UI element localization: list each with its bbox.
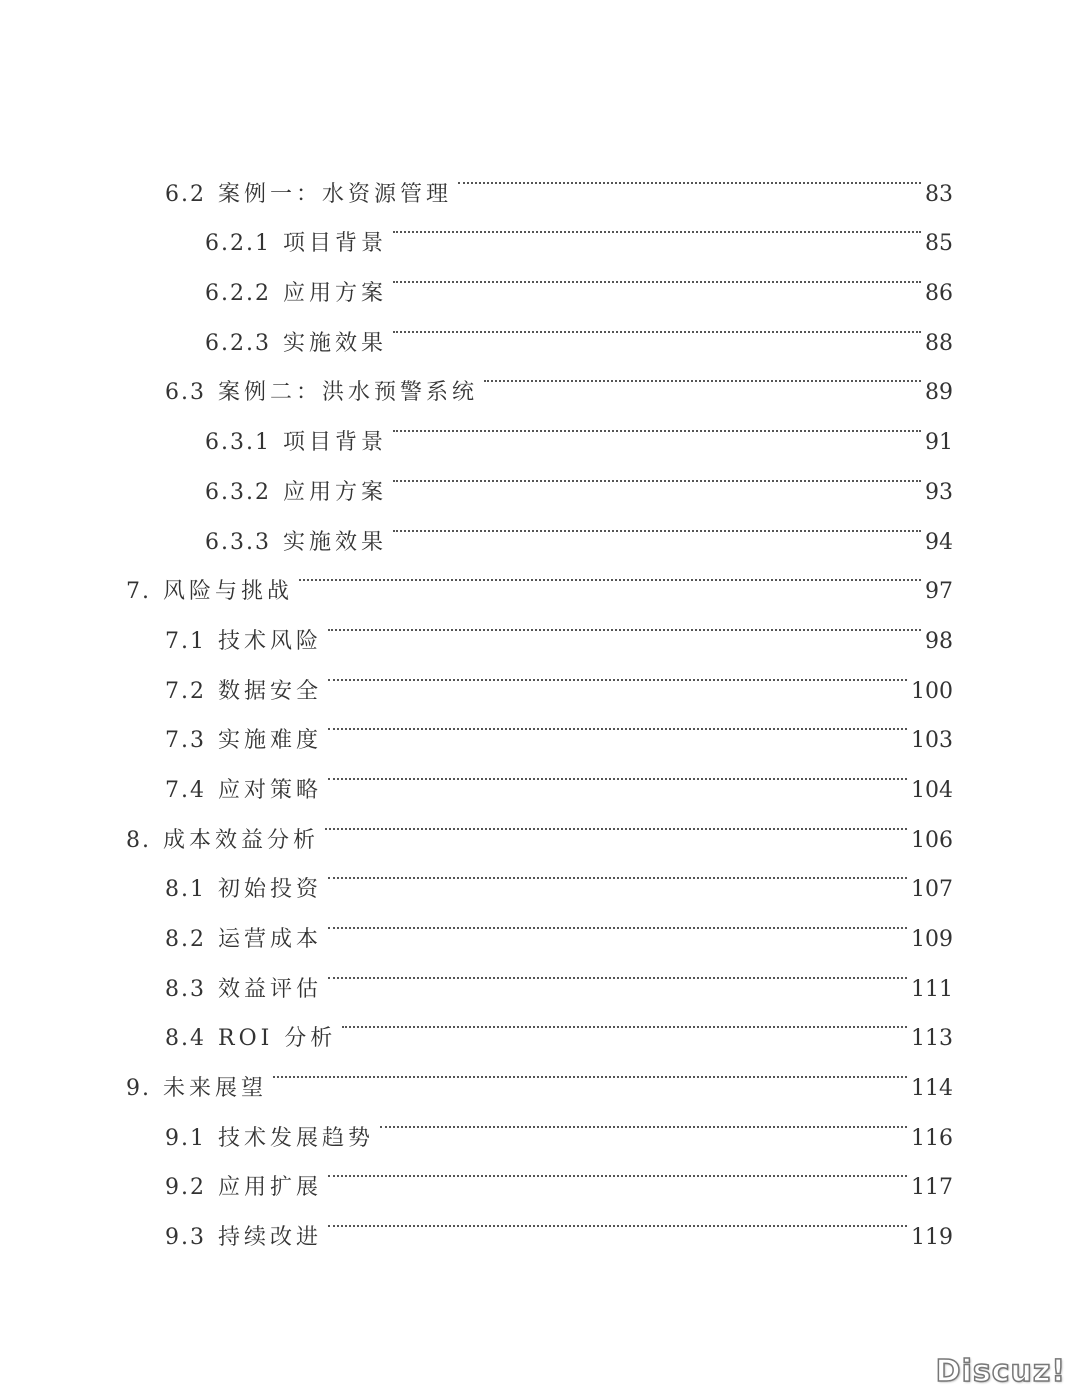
toc-dot-leader — [328, 598, 921, 648]
toc-entry-page: 94 — [925, 529, 953, 555]
toc-entry-number: 7. — [126, 579, 151, 605]
toc-entry[interactable] — [0, 499, 1080, 555]
toc-entry-title: 实施效果 — [282, 529, 387, 555]
toc-entry-title: 应用方案 — [282, 281, 387, 307]
toc-dot-leader — [393, 399, 921, 449]
toc-dot-leader — [393, 250, 921, 300]
toc-dot-leader — [342, 996, 907, 1046]
toc-dot-leader — [328, 698, 907, 748]
toc-entry-number: 9.1 — [165, 1125, 206, 1151]
toc-dot-leader — [328, 648, 907, 698]
toc-dot-leader — [328, 896, 907, 946]
toc-entry-title: 技术风险 — [218, 628, 323, 654]
toc-entry-title: ROI 分析 — [218, 1026, 337, 1052]
toc-entry-number: 7.1 — [165, 628, 206, 654]
toc-dot-leader — [393, 201, 921, 251]
toc-entry-number: 8.3 — [165, 976, 206, 1002]
toc-entry-page: 117 — [911, 1175, 953, 1201]
toc-entry-page: 111 — [911, 976, 953, 1002]
toc-entry-page: 109 — [911, 927, 953, 952]
toc-entry[interactable] — [0, 449, 1080, 505]
toc-entry-number: 8.1 — [165, 877, 206, 903]
toc-dot-leader — [299, 549, 921, 599]
toc-entry[interactable] — [0, 549, 1080, 605]
toc-dot-leader — [393, 499, 921, 549]
toc-entry-number: 9.2 — [165, 1175, 206, 1201]
toc-entry-number: 6.3.1 — [205, 430, 271, 456]
toc-dot-leader — [458, 151, 921, 201]
toc-entry-number: 8.2 — [165, 927, 206, 952]
toc-entry-page: 88 — [925, 330, 953, 356]
toc-dot-leader — [484, 350, 921, 400]
toc-entry-number: 7.2 — [165, 678, 206, 704]
toc-entry-page: 86 — [925, 281, 953, 307]
toc-dot-leader — [328, 946, 907, 996]
toc-dot-leader — [328, 1145, 907, 1195]
toc-entry-title: 数据安全 — [218, 678, 323, 704]
toc-dot-leader — [393, 449, 921, 499]
toc-entry-title: 应用方案 — [282, 479, 387, 505]
toc-entry-page: 107 — [911, 877, 953, 903]
toc-entry-title: 运营成本 — [218, 927, 323, 952]
toc-entry-page: 89 — [925, 380, 953, 406]
toc-entry-number: 7.4 — [165, 777, 206, 803]
toc-entry-number: 6.3 — [165, 380, 206, 406]
toc-entry-title: 技术发展趋势 — [218, 1125, 375, 1151]
toc-entry-title: 案例二：洪水预警系统 — [218, 380, 479, 406]
toc-entry-number: 9.3 — [165, 1225, 206, 1251]
toc-entry-page: 100 — [911, 678, 953, 704]
toc-entry-page: 91 — [925, 430, 953, 456]
table-of-contents — [0, 151, 1080, 1251]
toc-entry-title: 应对策略 — [218, 777, 323, 803]
toc-entry-number: 9. — [126, 1076, 151, 1102]
toc-entry-number: 6.2 — [165, 181, 206, 207]
toc-entry-number: 6.2.1 — [205, 231, 271, 257]
toc-entry-page: 103 — [911, 728, 953, 754]
toc-entry[interactable] — [0, 250, 1080, 307]
toc-entry-page: 83 — [925, 181, 953, 207]
toc-entry-page: 116 — [911, 1125, 953, 1151]
toc-entry-page: 106 — [911, 827, 953, 853]
toc-entry-page: 104 — [911, 777, 953, 803]
toc-entry-page: 119 — [911, 1225, 953, 1251]
toc-entry-title: 项目背景 — [282, 430, 387, 456]
toc-dot-leader — [328, 847, 907, 897]
toc-dot-leader — [273, 1045, 907, 1095]
toc-entry-title: 实施效果 — [282, 330, 387, 356]
toc-entry[interactable] — [0, 151, 1080, 207]
toc-entry[interactable] — [0, 350, 1080, 406]
toc-entry-title: 风险与挑战 — [163, 579, 294, 605]
toc-entry-title: 成本效益分析 — [163, 827, 320, 853]
toc-entry[interactable] — [0, 648, 1080, 704]
toc-entry-number: 8.4 — [165, 1026, 206, 1052]
toc-entry-page: 113 — [911, 1026, 953, 1052]
toc-dot-leader — [393, 300, 921, 350]
toc-entry-page: 114 — [911, 1076, 953, 1102]
toc-entry-title: 应用扩展 — [218, 1175, 323, 1201]
toc-entry-page: 98 — [925, 628, 953, 654]
toc-entry-number: 8. — [126, 827, 151, 853]
toc-entry-title: 案例一：水资源管理 — [218, 181, 453, 207]
toc-entry-page: 93 — [925, 479, 953, 505]
toc-entry-number: 6.2.2 — [205, 281, 271, 307]
toc-dot-leader — [328, 747, 907, 797]
toc-entry[interactable] — [0, 399, 1080, 456]
toc-entry-title: 持续改进 — [218, 1225, 323, 1251]
toc-dot-leader — [328, 1194, 907, 1244]
toc-entry-title: 未来展望 — [163, 1076, 268, 1102]
watermark-logo: Discuz! — [935, 1354, 1066, 1389]
toc-dot-leader — [380, 1095, 907, 1145]
toc-entry-page: 97 — [925, 579, 953, 605]
toc-entry[interactable] — [0, 201, 1080, 257]
toc-entry-title: 效益评估 — [218, 976, 323, 1002]
toc-dot-leader — [325, 797, 907, 847]
toc-entry-number: 6.3.2 — [205, 479, 271, 505]
toc-entry[interactable] — [0, 300, 1080, 356]
toc-entry-title: 初始投资 — [218, 877, 323, 903]
toc-entry-page: 85 — [925, 231, 953, 257]
toc-entry-title: 项目背景 — [282, 231, 387, 257]
toc-entry-number: 7.3 — [165, 728, 206, 754]
toc-entry-title: 实施难度 — [218, 728, 323, 754]
toc-entry-number: 6.3.3 — [205, 529, 271, 555]
toc-entry-number: 6.2.3 — [205, 330, 271, 356]
